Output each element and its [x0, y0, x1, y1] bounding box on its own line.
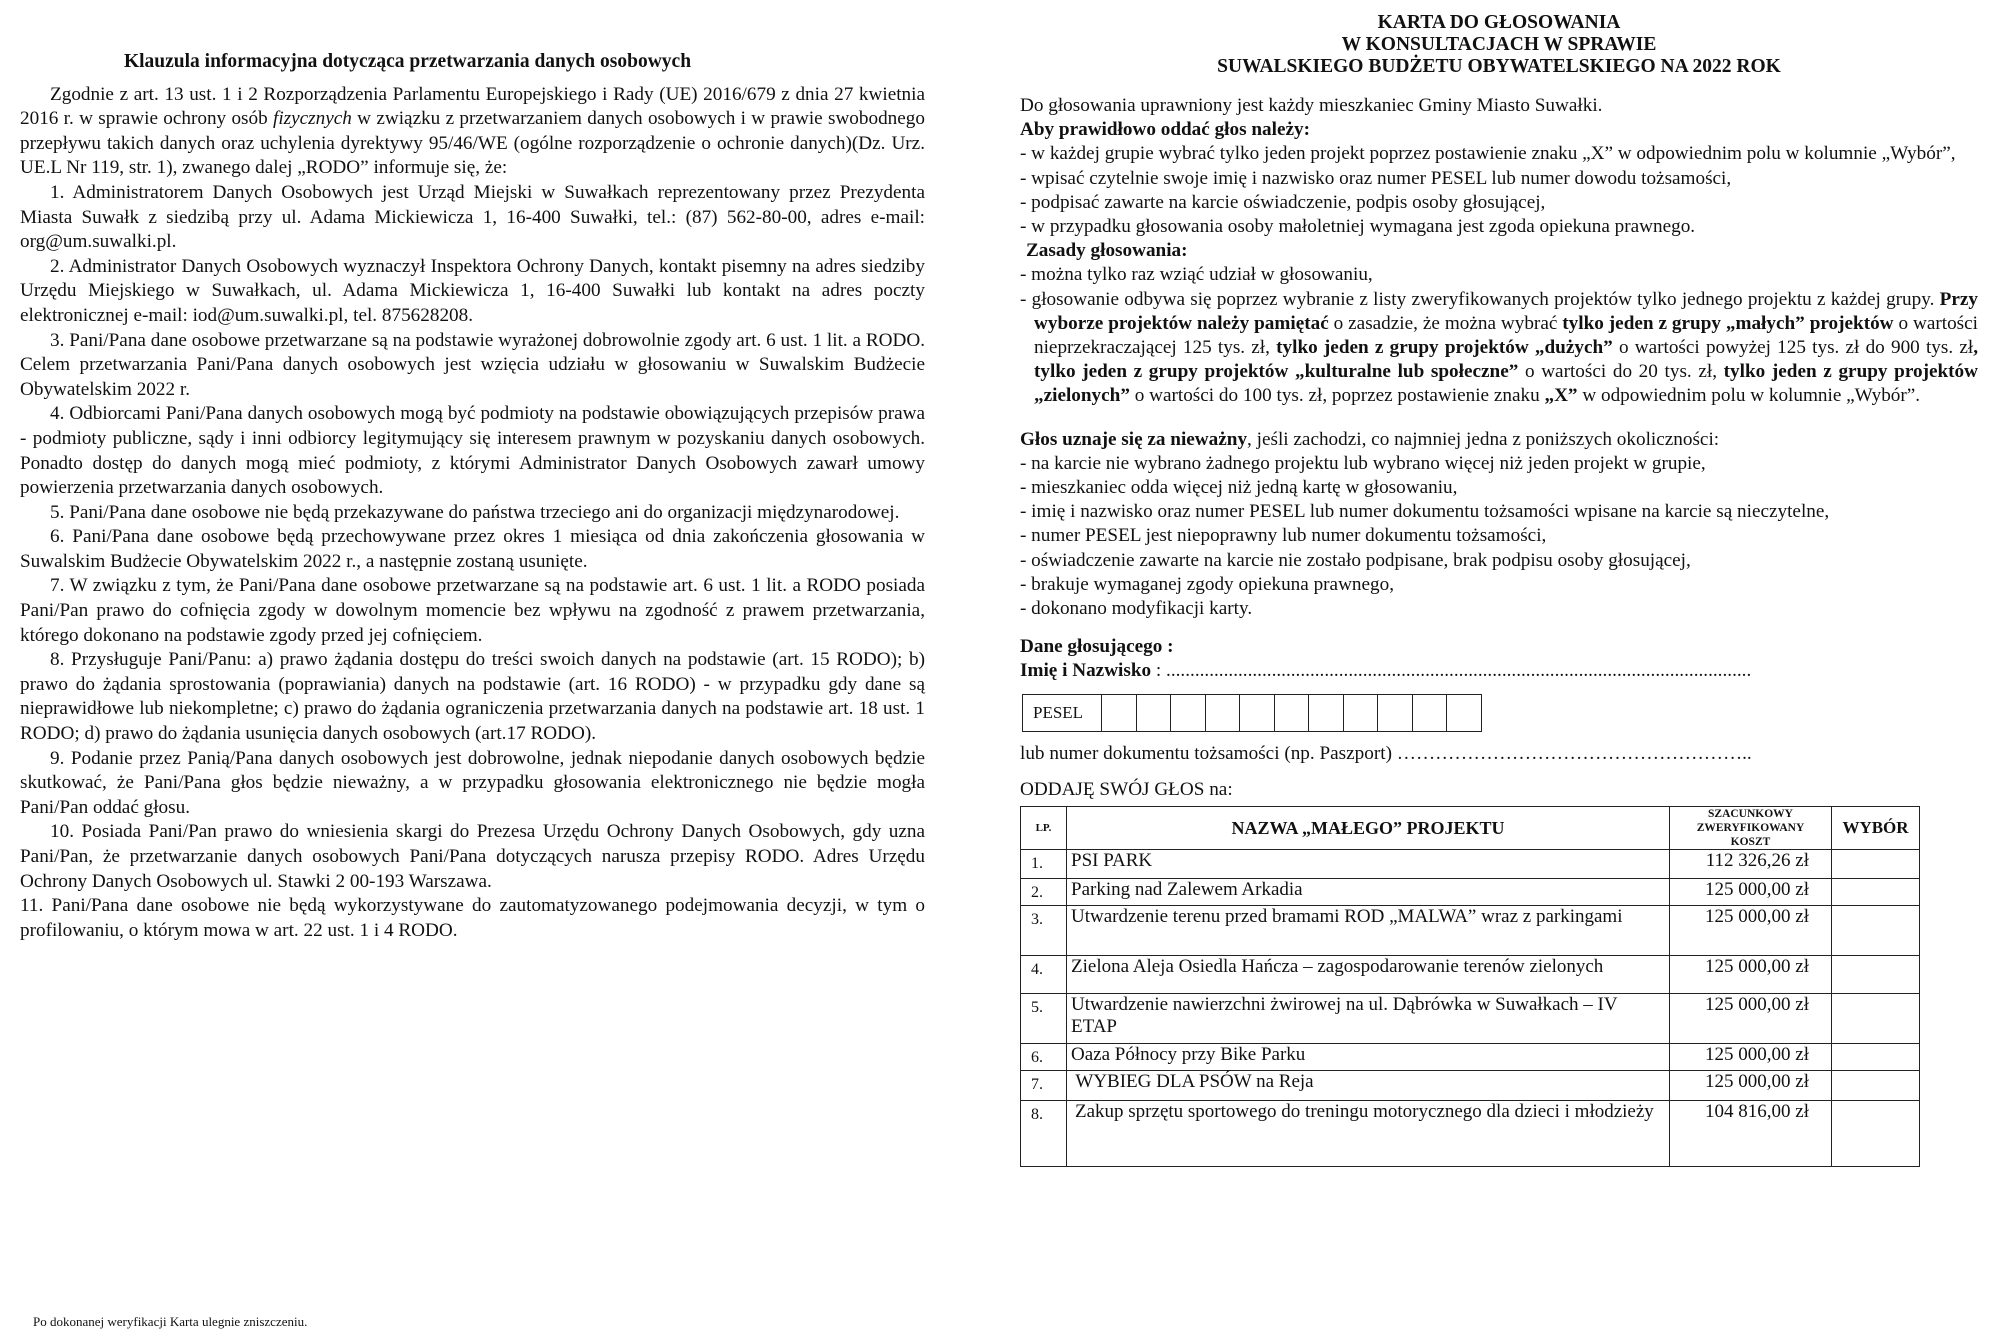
pesel-digit-box[interactable]	[1240, 694, 1275, 732]
row-project-name: Parking nad Zalewem Arkadia	[1067, 879, 1670, 906]
information-clause	[20, 50, 925, 943]
row-project-name: Utwardzenie terenu przed bramami ROD „MALWA” wraz z parkingami	[1067, 906, 1670, 956]
table-row	[1021, 906, 1920, 956]
invalid-vote-item: - numer PESEL jest niepoprawny lub numer dokumentu tożsamości,	[1020, 525, 1547, 547]
table-row	[1021, 956, 1920, 994]
row-cost: 125 000,00 zł	[1670, 1044, 1832, 1071]
vote-checkbox[interactable]	[1832, 1071, 1920, 1101]
clause-point: 8. Przysługuje Pani/Panu: a) prawo żądania dostępu do treści swoich danych na podstawie (art. 15 RODO); b) prawo do żądania sprostowania (poprawiania) danych na podstawie (art. 16 RODO) - w przypadku gdy dane są nieprawidłowe lub niekompletne; c) prawo do żądania ograniczenia przetwarzania danych na podstawie art. 18 ust. 1 RODO; d) prawo do żądania usunięcia danych osobowych (art.17 RODO).	[20, 649, 925, 745]
vote-checkbox[interactable]	[1832, 956, 1920, 994]
pesel-digit-box[interactable]	[1171, 694, 1206, 732]
pesel-label: PESEL	[1022, 694, 1102, 732]
clause-intro: Zgodnie z art. 13 ust. 1 i 2 Rozporządzenia Parlamentu Europejskiego i Rady (UE) 2016/679 z dnia 27 kwietnia 2016 r. w sprawie ochrony osób fizycznych w związku z przetwarzaniem danych osobowych i w prawie swobodnego przepływu takich danych oraz uchylenia dyrektywy 95/46/WE (ogólne rozporządzenie o ochronie danych)(Dz. Urz. UE.L Nr 119, str. 1), zwanego dalej „RODO” informuje się, że:	[20, 83, 925, 179]
pesel-digit-box[interactable]	[1447, 694, 1482, 732]
row-cost: 125 000,00 zł	[1670, 906, 1832, 956]
invalid-vote-item: - dokonano modyfikacji karty.	[1020, 598, 1253, 620]
table-row	[1021, 1101, 1920, 1167]
pesel-digit-box[interactable]	[1275, 694, 1310, 732]
ballot-title: KARTA DO GŁOSOWANIA W KONSULTACJACH W SPRAWIE SUWALSKIEGO BUDŻETU OBYWATELSKIEGO NA 2022 ROK	[1217, 12, 1781, 77]
row-cost: 125 000,00 zł	[1670, 956, 1832, 994]
row-project-name: Utwardzenie nawierzchni żwirowej na ul. Dąbrówka w Suwałkach – IV ETAP	[1067, 994, 1670, 1044]
footer-note: Po dokonanej weryfikacji Karta ulegnie zniszczeniu.	[33, 1314, 308, 1329]
pesel-digit-box[interactable]	[1206, 694, 1241, 732]
clause-point: 6. Pani/Pana dane osobowe będą przechowywane przez okres 1 miesiąca od dnia zakończenia głosowania w Suwalskim Budżecie Obywatelskim 2022 r., a następnie zostaną usunięte.	[20, 526, 925, 572]
invalid-vote-item: - oświadczenie zawarte na karcie nie zostało podpisane, brak podpisu osoby głosującej,	[1020, 549, 1691, 571]
row-project-name: PSI PARK	[1067, 850, 1670, 879]
row-lp: 1.	[1021, 850, 1067, 879]
vote-checkbox[interactable]	[1832, 906, 1920, 956]
header-lp: LP.	[1021, 807, 1067, 850]
row-cost: 125 000,00 zł	[1670, 994, 1832, 1044]
header-project-name: NAZWA „MAŁEGO” PROJEKTU	[1067, 807, 1670, 850]
header-cost: SZACUNKOWY ZWERYFIKOWANY KOSZT	[1670, 807, 1832, 850]
vote-checkbox[interactable]	[1832, 1044, 1920, 1071]
row-project-name: Zielona Aleja Osiedla Hańcza – zagospodarowanie terenów zielonych	[1067, 956, 1670, 994]
voter-data-heading: Dane głosującego :	[1020, 636, 1174, 658]
row-lp: 7.	[1021, 1071, 1067, 1101]
invalid-vote-heading: Głos uznaje się za nieważny, jeśli zachodzi, co najmniej jedna z poniższych okoliczności:	[1020, 428, 1720, 450]
table-row	[1021, 994, 1920, 1044]
vote-checkbox[interactable]	[1832, 850, 1920, 879]
row-project-name: Oaza Północy przy Bike Parku	[1067, 1044, 1670, 1071]
row-lp: 4.	[1021, 956, 1067, 994]
invalid-vote-item: - na karcie nie wybrano żadnego projektu lub wybrano więcej niż jeden projekt w grupie,	[1020, 452, 1706, 474]
row-lp: 2.	[1021, 879, 1067, 906]
row-project-name: WYBIEG DLA PSÓW na Reja	[1067, 1071, 1670, 1101]
clause-point: 10. Posiada Pani/Pan prawo do wniesienia skargi do Prezesa Urzędu Ochrony Danych Osobowych, gdy uzna Pani/Pan, że przetwarzanie danych osobowych Pani/Pana dotyczących narusza przepisy RODO. Adres Urzędu Ochrony Danych Osobowych ul. Stawki 2 00-193 Warszawa.	[20, 821, 925, 892]
vote-checkbox[interactable]	[1832, 879, 1920, 906]
how-to-vote-item: - w przypadku głosowania osoby małoletniej wymagana jest zgoda opiekuna prawnego.	[1020, 216, 1696, 238]
vote-checkbox[interactable]	[1832, 994, 1920, 1044]
clause-point: 4. Odbiorcami Pani/Pana danych osobowych mogą być podmioty na podstawie obowiązujących przepisów prawa - podmioty publiczne, sądy i inni odbiorcy legitymujący się interesem prawnym w pozyskaniu danych osobowych. Ponadto dostęp do danych mogą mieć podmioty, z którymi Administrator Danych Osobowych zawarł umowy powierzenia przetwarzania danych osobowych.	[20, 403, 925, 499]
row-cost: 112 326,26 zł	[1670, 850, 1832, 879]
clause-point: 1. Administratorem Danych Osobowych jest Urząd Miejski w Suwałkach reprezentowany przez Prezydenta Miasta Suwałk z siedzibą przy ul. Adama Mickiewicza 1, 16-400 Suwałki, tel.: (87) 562-80-00, adres e-mail: org@um.suwalki.pl.	[20, 181, 925, 253]
clause-point: 7. W związku z tym, że Pani/Pana dane osobowe przetwarzane są na podstawie art. 6 ust. 1 lit. a RODO posiada Pani/Pan prawo do cofnięcia zgody w dowolnym momencie bez wpływu na zgodność z prawem przetwarzania, którego dokonano na podstawie zgody przed jej cofnięciem.	[20, 575, 925, 646]
voting-rule: - można tylko raz wziąć udział w głosowaniu,	[1020, 264, 1373, 286]
invalid-vote-item: - mieszkaniec odda więcej niż jedną kartę w głosowaniu,	[1020, 477, 1458, 499]
row-lp: 3.	[1021, 906, 1067, 956]
header-vote: WYBÓR	[1832, 807, 1920, 850]
row-cost: 125 000,00 zł	[1670, 1071, 1832, 1101]
table-row	[1021, 1044, 1920, 1071]
vote-checkbox[interactable]	[1832, 1101, 1920, 1167]
pesel-digit-box[interactable]	[1309, 694, 1344, 732]
table-row	[1021, 879, 1920, 906]
ballot-card	[1020, 12, 1978, 1167]
name-dots: : ..........................................................................................................................	[1151, 660, 1752, 682]
clause-point: 9. Podanie przez Panią/Pana danych osobowych jest dobrowolne, jednak niepodanie danych osobowych będzie skutkować, że Pani/Pana głos będzie nieważny, a w przypadku głosowania elektronicznego nie będzie mogła Pani/Pan oddać głosu.	[20, 747, 925, 818]
pesel-digit-box[interactable]	[1137, 694, 1172, 732]
pesel-digit-box[interactable]	[1344, 694, 1379, 732]
voting-rules-heading: Zasady głosowania:	[1026, 240, 1188, 262]
pesel-digit-box[interactable]	[1102, 694, 1137, 732]
row-lp: 6.	[1021, 1044, 1067, 1071]
name-label: Imię i Nazwisko	[1020, 660, 1152, 682]
eligibility-text: Do głosowania uprawniony jest każdy mieszkaniec Gminy Miasto Suwałki.	[1020, 95, 1603, 116]
how-to-vote-heading: Aby prawidłowo oddać głos należy:	[1020, 119, 1310, 141]
clause-point: 11. Pani/Pana dane osobowe nie będą wykorzystywane do zautomatyzowanego podejmowania decyzji, w tym o profilowaniu, o którym mowa w art. 22 ust. 1 i 4 RODO.	[20, 895, 925, 941]
invalid-vote-item: - imię i nazwisko oraz numer PESEL lub numer dokumentu tożsamości wpisane na karcie są nieczytelne,	[1020, 501, 1830, 523]
pesel-digit-box[interactable]	[1413, 694, 1448, 732]
row-lp: 8.	[1021, 1101, 1067, 1167]
row-cost: 125 000,00 zł	[1670, 879, 1832, 906]
invalid-vote-item: - brakuje wymaganej zgody opiekuna prawnego,	[1020, 573, 1395, 595]
clause-point: 2. Administrator Danych Osobowych wyznaczył Inspektora Ochrony Danych, kontakt pisemny na adres siedziby Urzędu Miejskiego w Suwałkach, ul. Adama Mickiewicza 1, 16-400 Suwałki lub kontakt na adres poczty elektronicznej e-mail: iod@um.suwalki.pl, tel. 875628208.	[20, 255, 925, 326]
table-row	[1021, 1071, 1920, 1101]
table-header-row	[1021, 807, 1920, 850]
clause-point: 3. Pani/Pana dane osobowe przetwarzane są na podstawie wyrażonej dobrowolnie zgody art. 6 ust. 1 lit. a RODO. Celem przetwarzania Pani/Pana danych osobowych jest wzięcia udziału w głosowaniu w Suwalskim Budżecie Obywatelskim 2022 r.	[20, 329, 925, 400]
clause-title: Klauzula informacyjna dotycząca przetwarzania danych osobowych	[123, 51, 692, 72]
table-row	[1021, 850, 1920, 879]
how-to-vote-item: - podpisać zawarte na karcie oświadczenie, podpis osoby głosującej,	[1020, 191, 1546, 213]
cast-vote-label: ODDAJĘ SWÓJ GŁOS na:	[1020, 778, 1233, 800]
id-document-field[interactable]: lub numer dokumentu tożsamości (np. Paszport) ………………………………………………..	[1020, 742, 1752, 764]
how-to-vote-item: - w każdej grupie wybrać tylko jeden projekt poprzez postawienie znaku „X” w odpowiednim polu w kolumnie „Wybór”,	[1020, 143, 1956, 165]
pesel-field[interactable]	[1022, 694, 1978, 732]
name-field[interactable]	[1020, 659, 1978, 683]
clause-point: 5. Pani/Pana dane osobowe nie będą przekazywane do państwa trzeciego ani do organizacji międzynarodowej.	[50, 501, 900, 523]
row-cost: 104 816,00 zł	[1670, 1101, 1832, 1167]
row-lp: 5.	[1021, 994, 1067, 1044]
row-project-name: Zakup sprzętu sportowego do treningu motorycznego dla dzieci i młodzieży	[1067, 1101, 1670, 1167]
voting-rule: - głosowanie odbywa się poprzez wybranie z listy zweryfikowanych projektów tylko jednego projektu z każdej grupy. Przy wyborze projektów należy pamiętać o zasadzie, że można wybrać tylko jeden z grupy „małych” projektów o wartości nieprzekraczającej 125 tys. zł, tylko jeden z grupy projektów „dużych” o wartości powyżej 125 tys. zł do 900 tys. zł, tylko jeden z grupy projektów „kulturalne lub społeczne” o wartości do 20 tys. zł, tylko jeden z grupy projektów „zielonych” o wartości do 100 tys. zł, poprzez postawienie znaku „X” w odpowiednim polu w kolumnie „Wybór”.	[1020, 288, 1979, 407]
pesel-digit-box[interactable]	[1378, 694, 1413, 732]
how-to-vote-item: - wpisać czytelnie swoje imię i nazwisko oraz numer PESEL lub numer dowodu tożsamości,	[1020, 167, 1732, 189]
projects-table	[1020, 806, 1920, 1167]
